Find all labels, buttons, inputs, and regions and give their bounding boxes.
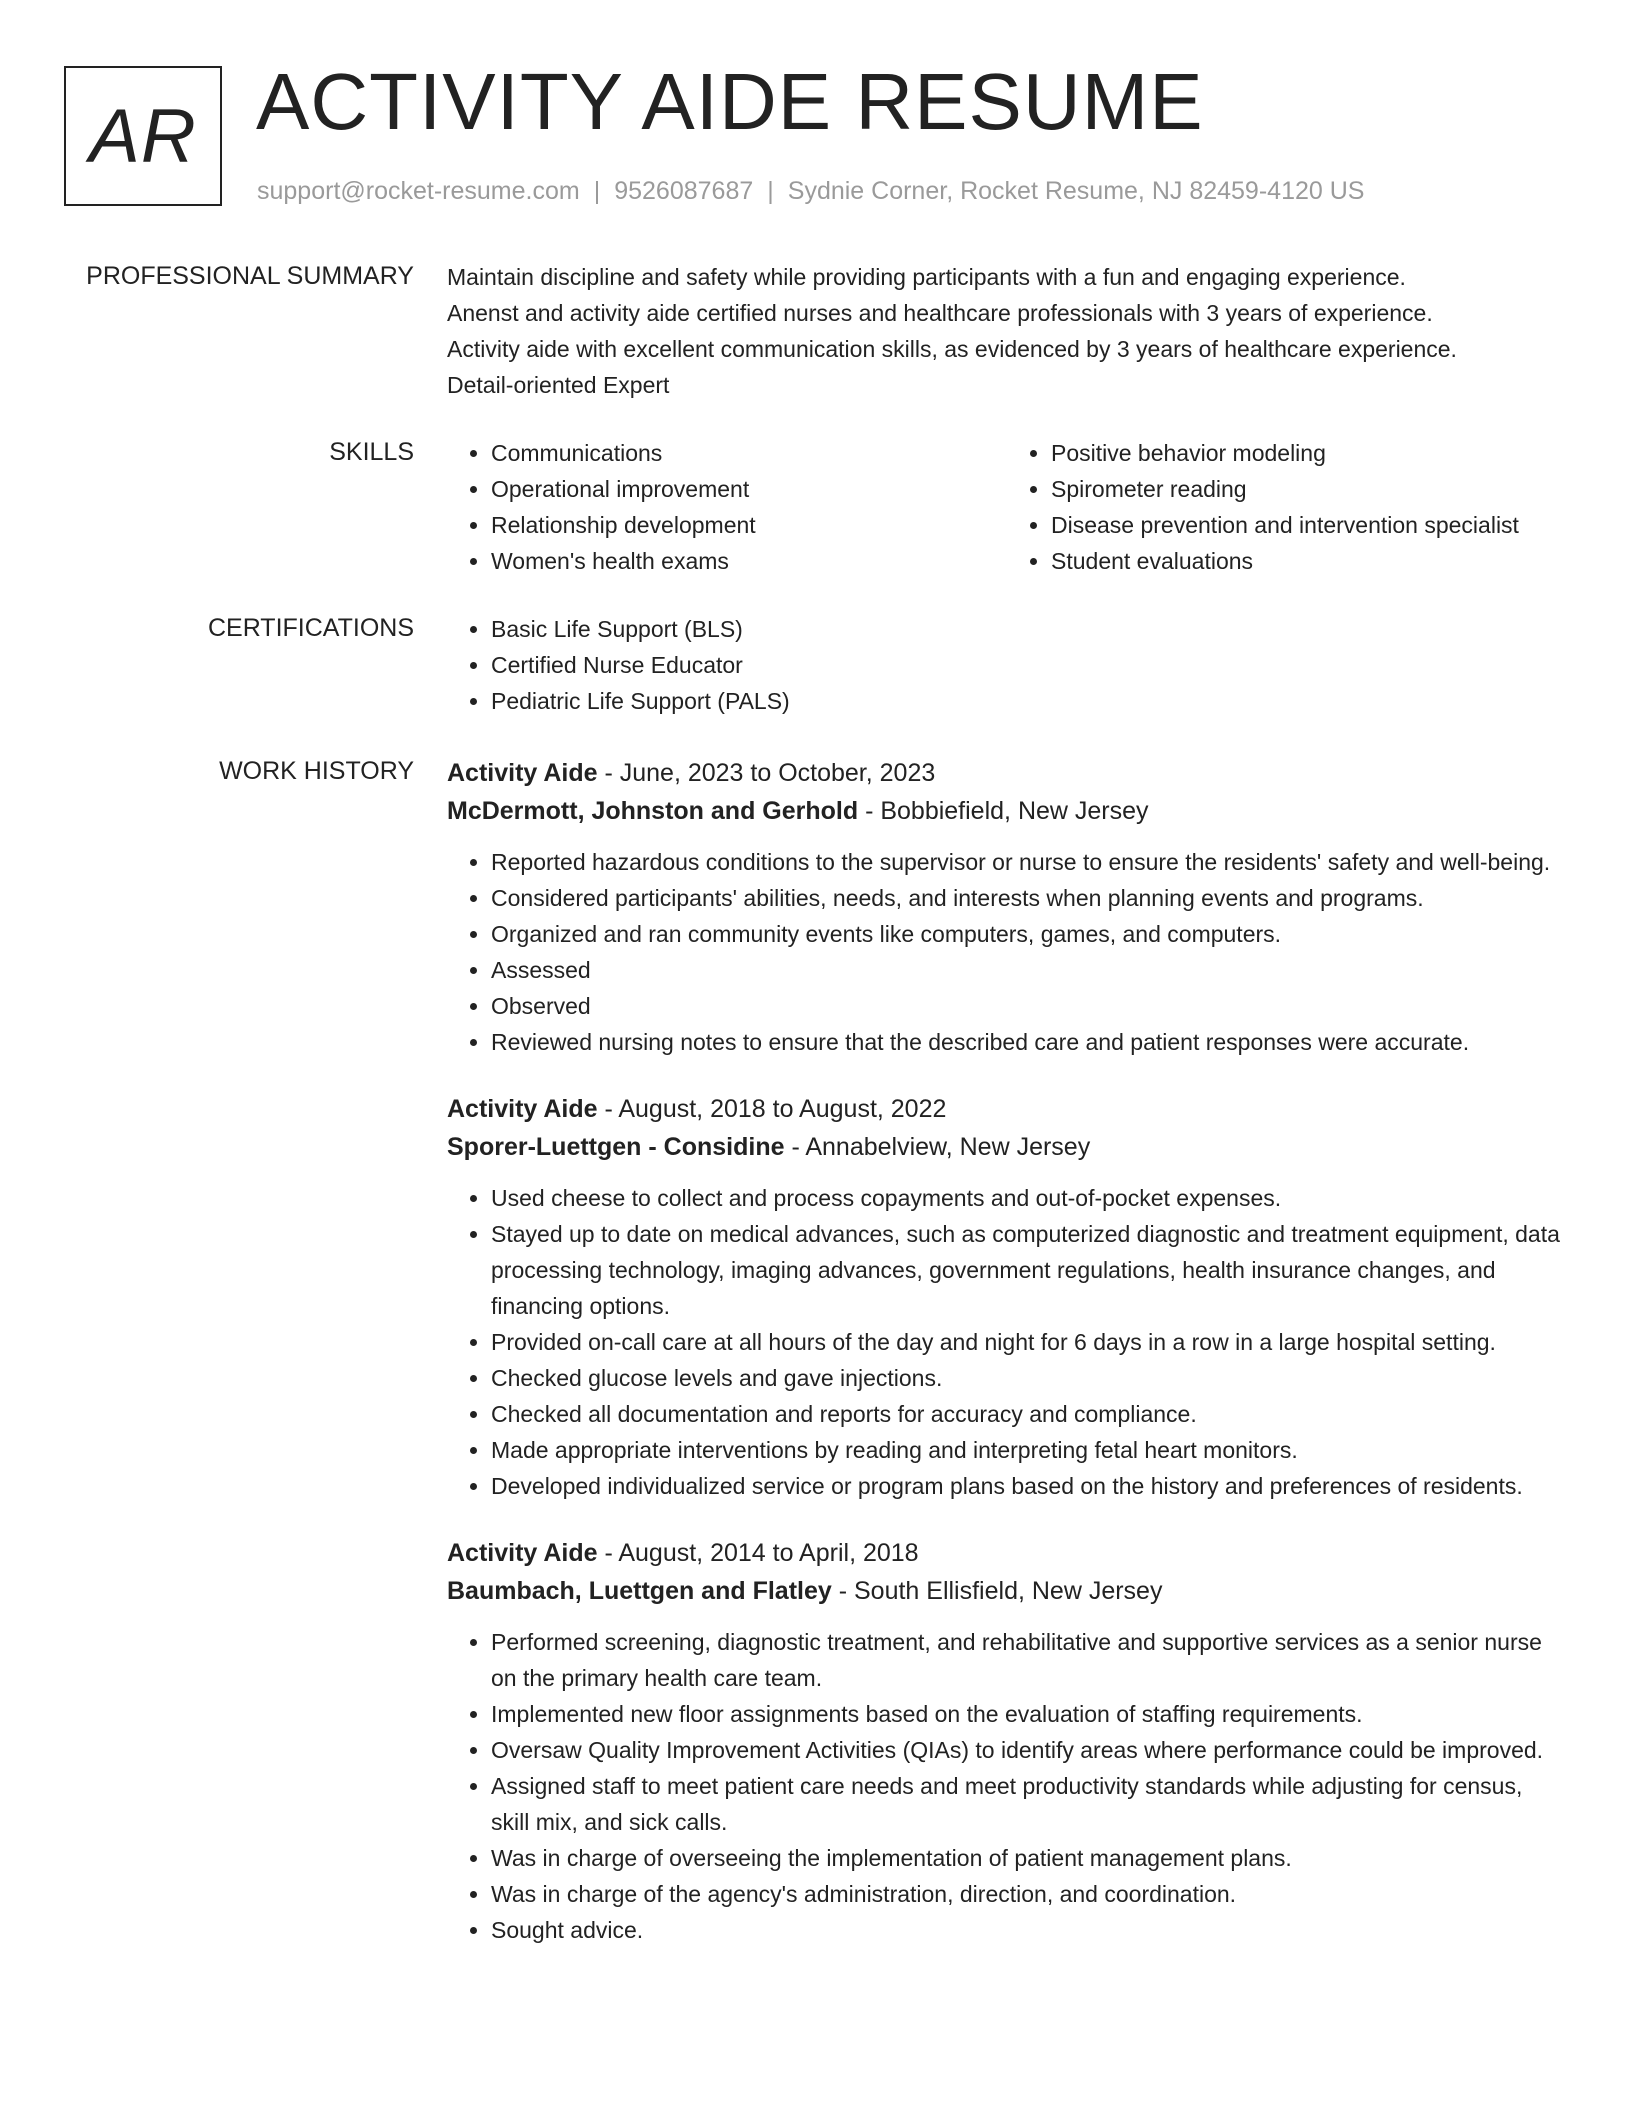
work-history-body — [447, 754, 1567, 1978]
certifications-label: CERTIFICATIONS — [207, 614, 414, 642]
job-bullet: • Implemented new floor assignments based on the evaluation of staffing requirements. — [491, 1696, 1567, 1732]
job-bullet: • Was in charge of the agency's administration, direction, and coordination. — [491, 1876, 1567, 1912]
job-bullet: • Observed — [491, 988, 1567, 1024]
monogram-logo: AR — [64, 66, 222, 206]
job-location: - Bobbiefield, New Jersey — [858, 797, 1149, 825]
skill-item: • Relationship development — [491, 507, 1007, 543]
contact-phone[interactable]: 9526087687 — [614, 177, 754, 205]
skill-item: • Women's health exams — [491, 543, 1007, 579]
job-bullet: • Used cheese to collect and process copayments and out-of-pocket expenses. — [491, 1180, 1567, 1216]
job-location: - Annabelview, New Jersey — [784, 1133, 1091, 1161]
job-bullet: • Oversaw Quality Improvement Activities (QIAs) to identify areas where performance could be improved. — [491, 1732, 1567, 1768]
summary-label: PROFESSIONAL SUMMARY — [86, 262, 414, 290]
job-bullet: • Performed screening, diagnostic treatment, and rehabilitative and supportive services as a senior nurse on the primary health care team. — [491, 1624, 1567, 1696]
skill-item: • Operational improvement — [491, 471, 1007, 507]
contact-separator: | — [593, 177, 601, 205]
job-bullet: • Provided on-call care at all hours of the day and night for 6 days in a row in a large hospital setting. — [491, 1324, 1567, 1360]
summary-line: Activity aide with excellent communication skills, as evidenced by 3 years of healthcare experience. — [447, 336, 1457, 362]
job-bullet: • Considered participants' abilities, needs, and interests when planning events and programs. — [491, 880, 1567, 916]
certifications-list — [447, 611, 1567, 719]
certification-item: • Pediatric Life Support (PALS) — [491, 683, 1567, 719]
job-company-line — [447, 1128, 1567, 1166]
job-bullet: • Assessed — [491, 952, 1567, 988]
job-bullet: • Sought advice. — [491, 1912, 1567, 1948]
contact-email[interactable]: support@rocket-resume.com — [257, 177, 580, 205]
job-entry — [447, 1090, 1567, 1504]
job-bullets — [447, 1180, 1567, 1504]
job-company: McDermott, Johnston and Gerhold — [447, 797, 859, 825]
job-dates: - August, 2014 to April, 2018 — [597, 1539, 919, 1567]
job-company-line — [447, 792, 1567, 830]
job-company-line — [447, 1572, 1567, 1610]
job-bullet: • Checked all documentation and reports for accuracy and compliance. — [491, 1396, 1567, 1432]
job-bullets — [447, 844, 1567, 1060]
skills-list-left — [447, 435, 1007, 579]
job-dates: - August, 2018 to August, 2022 — [597, 1095, 947, 1123]
job-title: Activity Aide — [447, 759, 598, 787]
work-history-label: WORK HISTORY — [219, 757, 414, 785]
skill-item: • Spirometer reading — [1051, 471, 1567, 507]
job-company: Sporer-Luettgen - Considine — [447, 1133, 785, 1161]
job-bullet: • Assigned staff to meet patient care needs and meet productivity standards while adjusting for census, skill mix, and sick calls. — [491, 1768, 1567, 1840]
certifications-body — [447, 611, 1567, 719]
job-bullet: • Reviewed nursing notes to ensure that the described care and patient responses were accurate. — [491, 1024, 1567, 1060]
skills-body — [447, 435, 1567, 579]
job-bullets — [447, 1624, 1567, 1948]
job-bullet: • Organized and ran community events like computers, games, and computers. — [491, 916, 1567, 952]
job-bullet: • Stayed up to date on medical advances, such as computerized diagnostic and treatment equipment, data processing technology, imaging advances, government regulations, health insurance changes, and financing options. — [491, 1216, 1567, 1324]
job-entry — [447, 754, 1567, 1060]
job-entry — [447, 1534, 1567, 1948]
skills-label: SKILLS — [329, 438, 414, 466]
job-title: Activity Aide — [447, 1095, 598, 1123]
summary-line: Detail-oriented Expert — [447, 372, 670, 398]
job-company: Baumbach, Luettgen and Flatley — [447, 1577, 832, 1605]
job-title-line — [447, 754, 1567, 792]
certification-item: • Certified Nurse Educator — [491, 647, 1567, 683]
job-title-line — [447, 1534, 1567, 1572]
job-title: Activity Aide — [447, 1539, 598, 1567]
contact-separator: | — [767, 177, 774, 205]
contact-line — [257, 176, 1364, 206]
skill-item: • Student evaluations — [1051, 543, 1567, 579]
summary-line: Maintain discipline and safety while providing participants with a fun and engaging experience. — [447, 264, 1406, 290]
skill-item: • Disease prevention and intervention specialist — [1051, 507, 1567, 543]
job-bullet: • Reported hazardous conditions to the supervisor or nurse to ensure the residents' safety and well-being. — [491, 844, 1567, 880]
job-bullet: • Developed individualized service or program plans based on the history and preferences of residents. — [491, 1468, 1567, 1504]
contact-address: Sydnie Corner, Rocket Resume, NJ 82459-4120 US — [787, 177, 1365, 205]
certification-item: • Basic Life Support (BLS) — [491, 611, 1567, 647]
job-dates: - June, 2023 to October, 2023 — [597, 759, 936, 787]
resume-title: ACTIVITY AIDE RESUME — [256, 57, 1204, 146]
job-title-line — [447, 1090, 1567, 1128]
job-bullet: • Checked glucose levels and gave injections. — [491, 1360, 1567, 1396]
skill-item: • Positive behavior modeling — [1051, 435, 1567, 471]
summary-line: Anenst and activity aide certified nurses and healthcare professionals with 3 years of experience. — [447, 300, 1433, 326]
job-location: - South Ellisfield, New Jersey — [831, 1577, 1163, 1605]
summary-body — [447, 259, 1567, 403]
skills-list-right — [1007, 435, 1567, 579]
job-bullet: • Made appropriate interventions by reading and interpreting fetal heart monitors. — [491, 1432, 1567, 1468]
skill-item: • Communications — [491, 435, 1007, 471]
job-bullet: • Was in charge of overseeing the implementation of patient management plans. — [491, 1840, 1567, 1876]
